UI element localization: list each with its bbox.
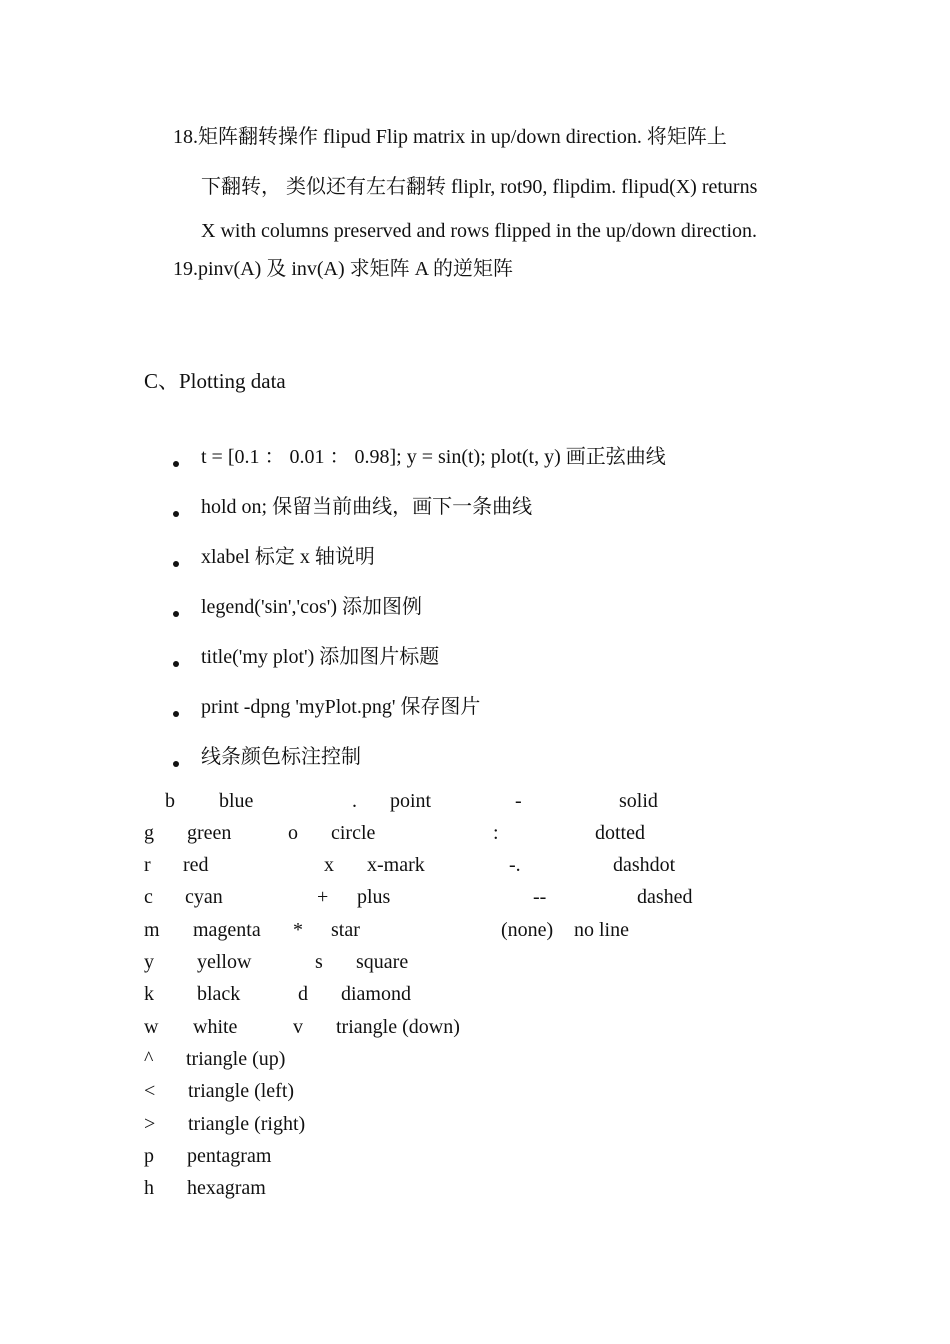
color-code: w <box>144 1016 159 1038</box>
marker-name: circle <box>331 822 376 844</box>
list-item-19: 19.pinv(A) 及 inv(A) 求矩阵 A 的逆矩阵 <box>173 258 513 280</box>
list-item-18-line1: 18.矩阵翻转操作 flipud Flip matrix in up/down direction. 将矩阵上 <box>173 126 727 148</box>
linestyle-code: : <box>493 822 499 844</box>
marker-name: diamond <box>341 983 411 1005</box>
marker-code: d <box>298 983 308 1005</box>
marker-code: . <box>352 790 357 812</box>
marker-code: p <box>144 1145 154 1167</box>
linestyle-code: -. <box>509 854 521 876</box>
linestyle-name: solid <box>619 790 658 812</box>
marker-name: plus <box>357 886 391 908</box>
color-code: g <box>144 822 154 844</box>
linestyle-name: dotted <box>595 822 645 844</box>
bullet-item: title('my plot') 添加图片标题 <box>201 646 440 668</box>
marker-name: pentagram <box>187 1145 272 1167</box>
bullet-item: t = [0.1 ： 0.01 ： 0.98]; y = sin(t); plot(t, y) 画正弦曲线 <box>201 446 666 468</box>
bullet-item: 线条颜色标注控制 <box>201 746 361 768</box>
marker-code: o <box>288 822 298 844</box>
marker-name: triangle (right) <box>188 1113 306 1135</box>
marker-name: point <box>390 790 432 812</box>
color-name: cyan <box>185 886 223 908</box>
bullet-dot <box>173 661 179 667</box>
color-name: green <box>187 822 232 844</box>
marker-name: triangle (up) <box>186 1048 286 1070</box>
color-name: yellow <box>197 951 252 973</box>
bullet-dot <box>173 711 179 717</box>
marker-code: ^ <box>144 1048 154 1070</box>
bullet-item: hold on; 保留当前曲线，画下一条曲线 <box>201 496 533 518</box>
marker-code: h <box>144 1177 154 1199</box>
color-code: c <box>144 886 153 908</box>
bullet-dot <box>173 461 179 467</box>
marker-name: star <box>331 919 360 941</box>
marker-code: < <box>144 1080 156 1102</box>
bullet-item: print -dpng 'myPlot.png' 保存图片 <box>201 696 481 718</box>
marker-name: x-mark <box>367 854 425 876</box>
bullet-item: legend('sin','cos') 添加图例 <box>201 596 423 618</box>
bullet-dot <box>173 511 179 517</box>
marker-name: triangle (down) <box>336 1016 460 1038</box>
list-item-18-line2: 下翻转， 类似还有左右翻转 fliplr, rot90, flipdim. flipud(X) returns <box>201 176 758 198</box>
linestyle-name: dashed <box>637 886 693 908</box>
color-code: r <box>144 854 151 876</box>
linestyle-code: (none) <box>501 919 554 941</box>
bullet-dot <box>173 761 179 767</box>
marker-code: v <box>293 1016 303 1038</box>
marker-code: * <box>293 919 303 941</box>
marker-code: + <box>317 886 329 908</box>
marker-code: x <box>324 854 334 876</box>
color-name: black <box>197 983 241 1005</box>
color-name: white <box>193 1016 238 1038</box>
list-item-18-line3: X with columns preserved and rows flipped in the up/down direction. <box>201 220 757 242</box>
linestyle-name: dashdot <box>613 854 676 876</box>
color-code: b <box>165 790 175 812</box>
color-code: y <box>144 951 154 973</box>
color-name: red <box>183 854 209 876</box>
linestyle-code: -- <box>533 886 547 908</box>
color-name: magenta <box>193 919 261 941</box>
color-name: blue <box>219 790 254 812</box>
color-code: m <box>144 919 160 941</box>
bullet-dot <box>173 561 179 567</box>
color-code: k <box>144 983 154 1005</box>
marker-code: > <box>144 1113 156 1135</box>
bullet-dot <box>173 611 179 617</box>
section-heading: C、Plotting data <box>144 369 286 393</box>
linestyle-code: - <box>515 790 522 812</box>
linestyle-name: no line <box>574 919 629 941</box>
marker-name: triangle (left) <box>188 1080 295 1102</box>
marker-name: square <box>356 951 409 973</box>
bullet-item: xlabel 标定 x 轴说明 <box>201 546 375 568</box>
marker-name: hexagram <box>187 1177 266 1199</box>
marker-code: s <box>315 951 323 973</box>
